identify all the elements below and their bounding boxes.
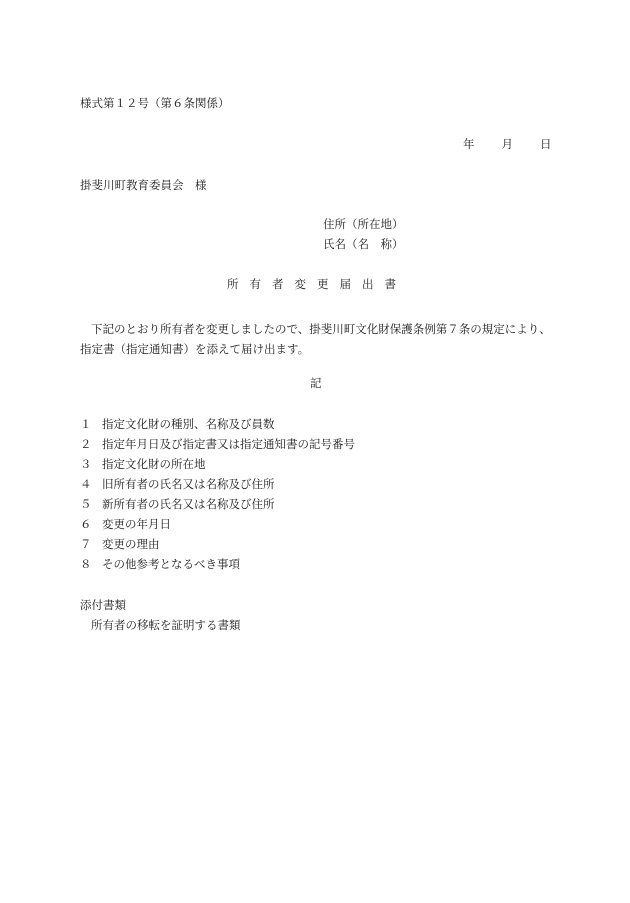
item-text: 新所有者の氏名又は名称及び住所 xyxy=(102,497,275,511)
date-year-label: 年 xyxy=(463,137,475,151)
item-text: 変更の理由 xyxy=(102,537,160,551)
list-item xyxy=(80,498,355,518)
item-list xyxy=(80,418,355,578)
item-number: ３ xyxy=(80,457,92,471)
list-item xyxy=(80,418,355,438)
list-item xyxy=(80,458,355,478)
list-item xyxy=(80,558,355,578)
item-number: ２ xyxy=(80,437,92,451)
title-char: 出 xyxy=(362,277,374,291)
addressee: 掛斐川町教育委員会 様 xyxy=(80,178,207,192)
date-day-label: 日 xyxy=(540,137,552,151)
title-char: 変 xyxy=(294,277,306,291)
list-item xyxy=(80,538,355,558)
item-text: その他参考となるべき事項 xyxy=(102,557,240,571)
title-char: 者 xyxy=(272,277,284,291)
item-number: １ xyxy=(80,417,92,431)
item-text: 指定年月日及び指定書又は指定通知書の記号番号 xyxy=(102,437,355,451)
list-item xyxy=(80,518,355,538)
item-number: ５ xyxy=(80,497,92,511)
title-char: 書 xyxy=(384,277,396,291)
item-number: ８ xyxy=(80,557,92,571)
attachments-heading: 添付書類 xyxy=(80,598,126,612)
item-text: 指定文化財の所在地 xyxy=(102,457,206,471)
title-char: 有 xyxy=(249,277,261,291)
title-char: 所 xyxy=(227,277,239,291)
body-paragraph: 下記のとおり所有者を変更しましたので、掛斐川町文化財保護条例第７条の規定により、指定書（指定通知書）を添えて届け出ます。 xyxy=(80,322,551,356)
list-item xyxy=(80,478,355,498)
address-label: 住所（所在地） xyxy=(323,217,404,231)
item-text: 変更の年月日 xyxy=(102,517,171,531)
date-line xyxy=(463,139,552,151)
item-number: ４ xyxy=(80,477,92,491)
ki-heading: 記 xyxy=(310,376,322,390)
title-char: 更 xyxy=(317,277,329,291)
item-number: ６ xyxy=(80,517,92,531)
item-number: ７ xyxy=(80,537,92,551)
item-text: 旧所有者の氏名又は名称及び住所 xyxy=(102,477,275,491)
document-title xyxy=(227,279,407,291)
name-label: 氏名（名 称） xyxy=(323,237,404,251)
form-number: 様式第１２号（第６条関係） xyxy=(80,96,230,110)
date-month-label: 月 xyxy=(501,137,513,151)
title-char: 届 xyxy=(339,277,351,291)
attachment-item: 所有者の移転を証明する書類 xyxy=(91,618,241,632)
item-text: 指定文化財の種別、名称及び員数 xyxy=(102,417,275,431)
list-item xyxy=(80,438,355,458)
